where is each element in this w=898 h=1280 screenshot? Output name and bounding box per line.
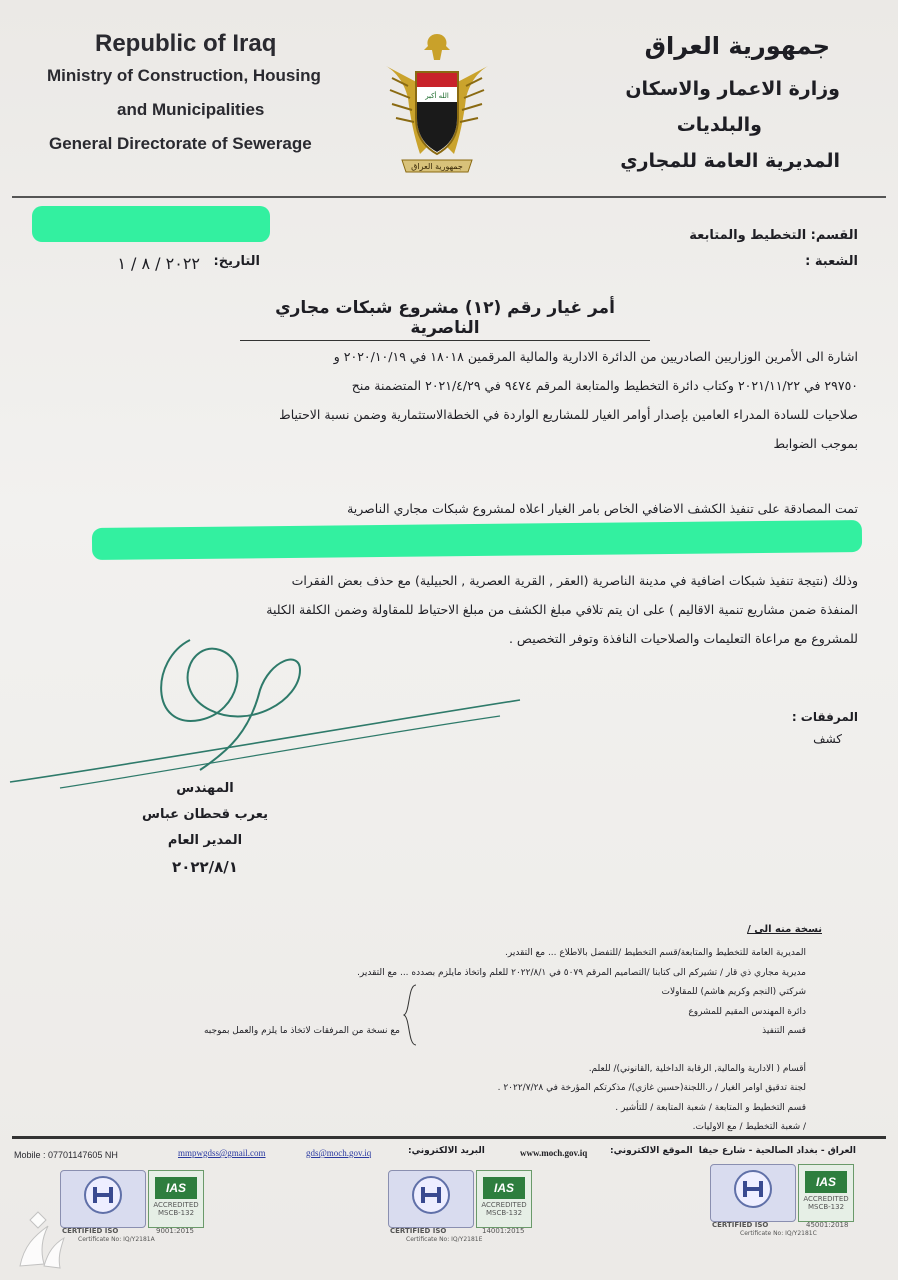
header-en-title: Republic of Iraq: [95, 30, 277, 57]
header-en-ministry-2: and Municipalities: [117, 100, 265, 119]
redaction-mark: [32, 206, 270, 242]
badge-cert: CERTIFIED ISO: [712, 1221, 769, 1229]
svg-text:الله أكبر: الله أكبر: [425, 92, 449, 100]
header-ar-ministry-2: والبلديات: [676, 114, 762, 136]
certification-badge: [388, 1170, 533, 1243]
paragraph-line: وذلك (نتيجة تنفيذ شبكات اضافية في مدينة الناصرية (العقر , القرية العصرية , الحبيلية) مع حذف بعض الفقرات: [291, 573, 858, 588]
bracket-note: مع نسخة من المرفقات لاتخاذ ما يلزم والعمل بموجبه: [203, 1026, 400, 1036]
certification-badge: [60, 1170, 205, 1243]
department-label: القسم: التخطيط والمتابعة: [689, 228, 858, 243]
iraq-emblem-icon: [378, 26, 496, 186]
badge-std: 14001:2015: [482, 1227, 525, 1235]
signature-icon: [0, 620, 560, 800]
header-ar-ministry: وزارة الاعمار والاسكان: [625, 78, 840, 100]
copies-item: / شعبة التخطيط / مع الاوليات.: [692, 1122, 806, 1132]
signer-name: يعرب قحطان عباس: [142, 807, 268, 822]
badge-ias: IAS: [483, 1177, 525, 1199]
badge-ias: IAS: [155, 1177, 197, 1199]
footer-address: العراق - بغداد الصالحية - شارع حيفا: [698, 1146, 856, 1156]
copies-item: لجنة تدقيق اوامر الغيار / ر.اللجنة(حسين غازي)/ مذكرتكم المؤرخة في ٢٠٢٢/٧/٢٨ .: [497, 1083, 806, 1093]
certification-badge: [710, 1164, 855, 1237]
attachments-label: المرفقات :: [791, 710, 858, 724]
copies-label: نسخة منه الى /: [747, 924, 822, 935]
badge-cert: CERTIFIED ISO: [62, 1227, 119, 1235]
badge-code: MSCB-132: [807, 1203, 845, 1211]
iso-logo-icon: [388, 1170, 474, 1228]
copies-item: شركتي (النجم وكريم هاشم) للمقاولات: [661, 987, 806, 997]
badge-code: MSCB-132: [485, 1209, 523, 1217]
badge-accredited: ACCREDITED: [153, 1201, 199, 1209]
copies-item: مديرية مجاري ذي قار / تشيركم الى كتابنا /التصاميم المرقم ٥٠٧٩ في ٢٠٢٢/٨/١ للعلم واتخاذ مايلزم بصدده ... مع التقدير.: [357, 967, 806, 978]
paragraph-1: [36, 342, 858, 458]
badge-code: MSCB-132: [157, 1209, 195, 1217]
branch-label: الشعبة :: [805, 254, 858, 269]
badge-ias: IAS: [805, 1171, 847, 1193]
header-divider: [12, 196, 886, 198]
badge-accredited: ACCREDITED: [803, 1195, 849, 1203]
ias-logo-icon: [476, 1170, 532, 1228]
copies-item: أقسام ( الادارية والمالية, الرقابة الداخلية ,القانوني)/ للعلم.: [588, 1063, 806, 1074]
ias-logo-icon: [148, 1170, 204, 1228]
footer-email-2[interactable]: gds@moch.gov.iq: [306, 1148, 372, 1158]
paragraph-2: [36, 494, 858, 523]
signer-title: المهندس: [176, 781, 234, 796]
header-en-directorate: General Directorate of Sewerage: [49, 134, 312, 153]
badge-number: Certificate No: IQ/Y2181E: [406, 1236, 483, 1243]
header-en-ministry: Ministry of Construction, Housing: [47, 66, 321, 85]
badge-std: 9001:2015: [156, 1227, 194, 1235]
copies-list: [86, 944, 806, 1138]
paragraph-line: تمت المصادقة على تنفيذ الكشف الاضافي الخاص بامر الغيار اعلاه لمشروع شبكات مجاري الناصرية: [347, 501, 858, 516]
watermark-logo-icon: [14, 1206, 70, 1272]
badge-number: Certificate No: IQ/Y2181A: [78, 1236, 155, 1243]
paragraph-line: ٢٩٧٥٠ في ٢٠٢١/١١/٢٢ وكتاب دائرة التخطيط والمتابعة المرقم ٩٤٧٤ في ٢٠٢١/٤/٢٩ المتضمنة منح: [351, 378, 858, 393]
badge-accredited: ACCREDITED: [481, 1201, 527, 1209]
letter-title: أمر غيار رقم (١٢) مشروع شبكات مجاري الناصرية: [240, 298, 650, 341]
iso-logo-icon: [710, 1164, 796, 1222]
copies-item: دائرة المهندس المقيم للمشروع: [688, 1006, 806, 1017]
emblem-label: جمهورية العراق: [411, 162, 463, 171]
paragraph-line: المنفذة ضمن مشاريع تنمية الاقاليم ) على ان يتم تلافي مبلغ الكشف من مبلغ الاحتياط للمقاولة وضمن الكلفة الكلية: [266, 602, 858, 617]
paragraph-line: للمشروع مع مراعاة التعليمات والصلاحيات النافذة وتوفر التخصيص .: [508, 631, 858, 646]
iso-logo-icon: [60, 1170, 146, 1228]
badge-cert: CERTIFIED ISO: [390, 1227, 447, 1235]
date-label: التاريخ:: [213, 254, 260, 269]
footer-mobile: Mobile : 07701147605 NH: [14, 1150, 118, 1160]
copies-item: قسم التنفيذ: [762, 1026, 806, 1036]
footer-email-1[interactable]: mmpwgdss@gmail.com: [178, 1148, 266, 1158]
signer-date: ٢٠٢٢/٨/١: [172, 858, 238, 876]
footer-email-label: البريد الالكتروني:: [408, 1146, 485, 1156]
paragraph-line: صلاحيات للسادة المدراء العامين بإصدار أوامر الغيار للمشاريع الواردة في الخطةالاستثمارية وضمن نسبة الاحتياط: [279, 407, 858, 422]
footer-divider: [12, 1136, 886, 1139]
header-ar-directorate: المديرية العامة للمجاري: [620, 150, 840, 172]
footer-website[interactable]: www.moch.gov.iq: [520, 1148, 588, 1158]
date-value: ٢٠٢٢ / ٨ / ١: [117, 254, 200, 273]
badge-std: 45001:2018: [806, 1221, 849, 1229]
redaction-mark: [92, 520, 862, 560]
copies-item: قسم التخطيط و المتابعة / شعبة المتابعة / للتأشير .: [615, 1102, 806, 1113]
paragraph-line: بموجب الضوابط: [773, 436, 858, 451]
signer-position: المدير العام: [167, 833, 243, 848]
footer-website-label: الموقع الالكتروني:: [610, 1146, 693, 1156]
badge-number: Certificate No: IQ/Y2181C: [740, 1230, 817, 1237]
ias-logo-icon: [798, 1164, 854, 1222]
copies-item: المديرية العامة للتخطيط والمتابعة/قسم التخطيط /للتفضل بالاطلاع ... مع التقدير.: [505, 948, 806, 958]
bracket-icon: [402, 984, 418, 1046]
attachment-item: كشف: [813, 732, 842, 746]
header-ar-title: جمهورية العراق: [644, 32, 830, 60]
signer-block: [130, 776, 280, 880]
paragraph-line: اشارة الى الأمرين الوزاريين الصادريين من الدائرة الادارية والمالية المرقمين ١٨٠١٨ في ٢٠٢٠/١٠/١٩ و: [333, 349, 858, 364]
